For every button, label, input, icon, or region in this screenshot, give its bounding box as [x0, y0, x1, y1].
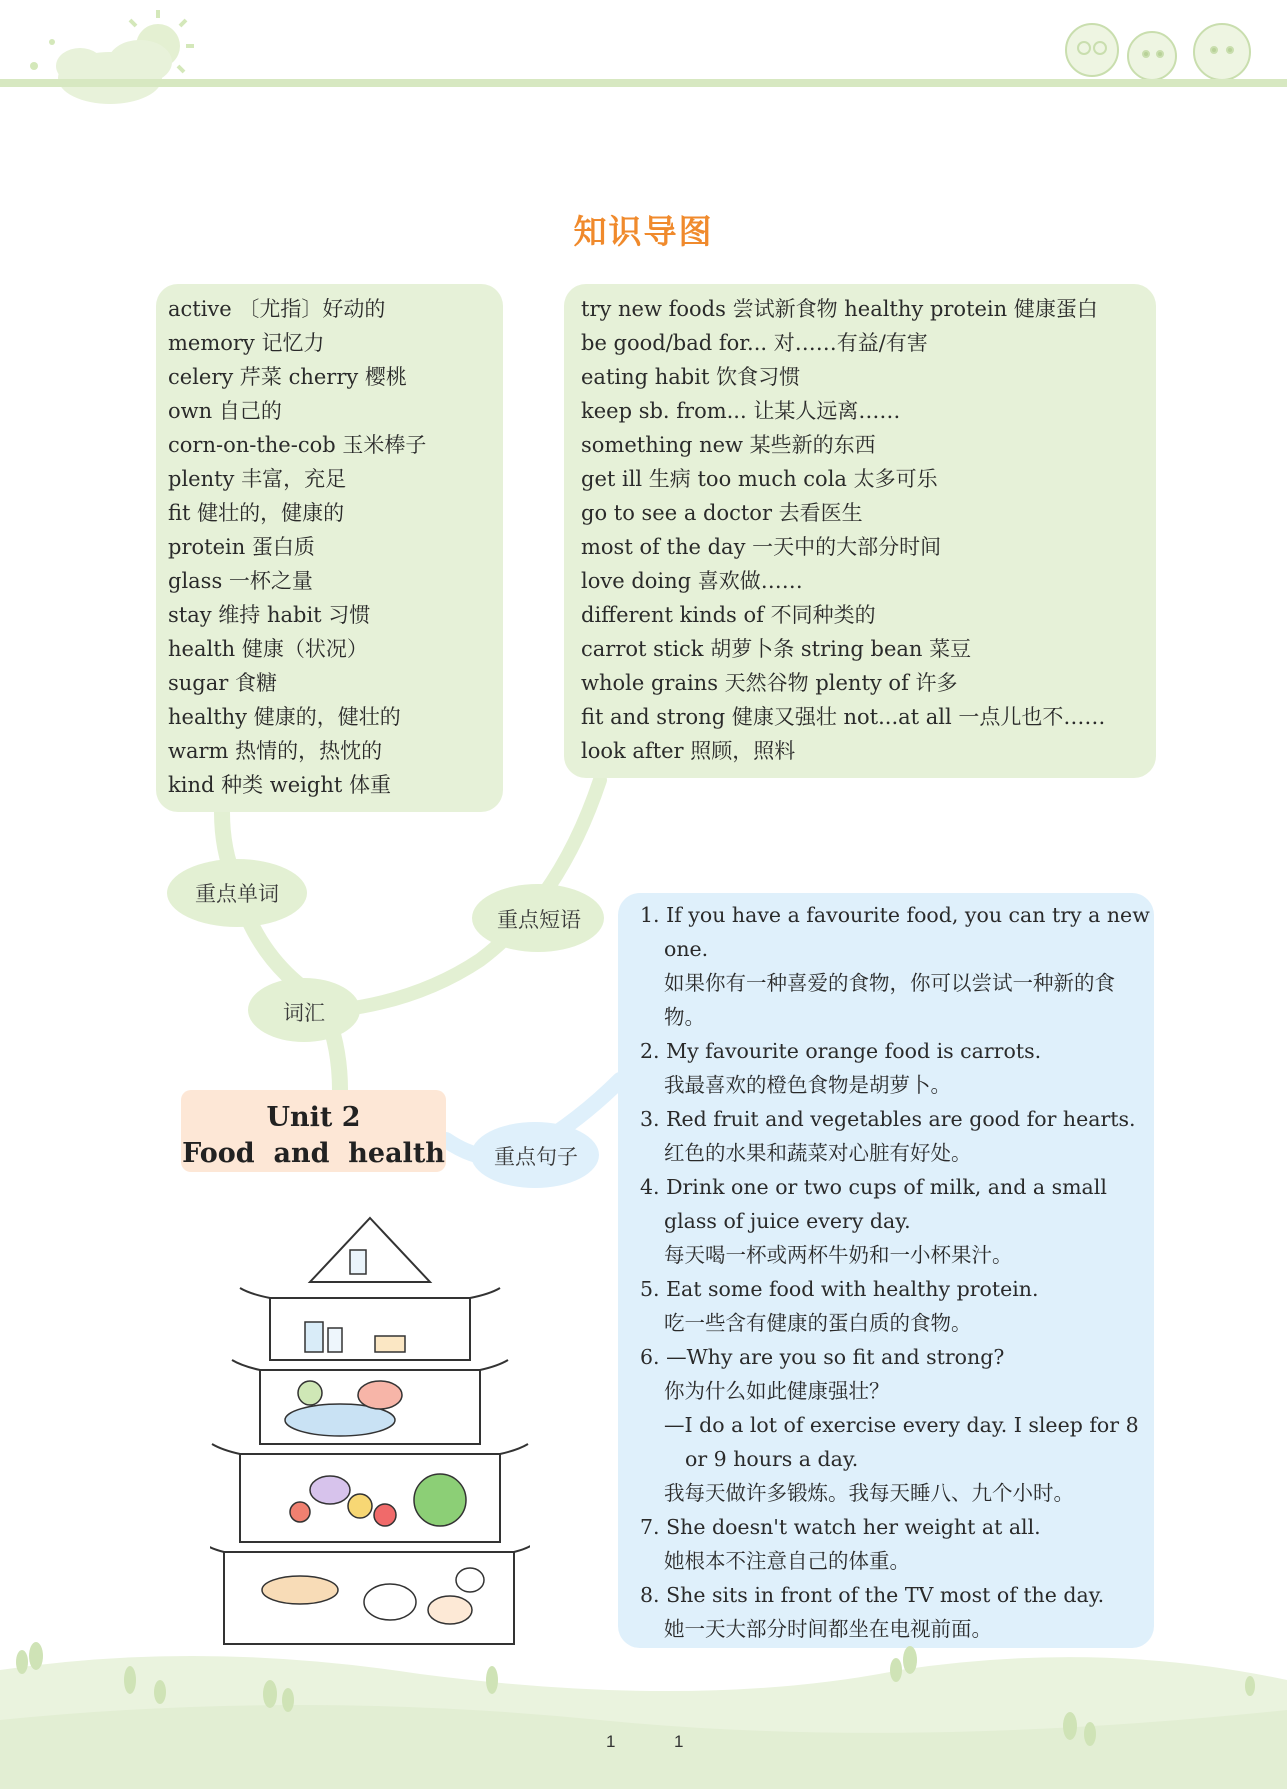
- cabbage-icon: [298, 1381, 322, 1405]
- vocabulary-item: kind 种类 weight 体重: [168, 773, 391, 797]
- pear-icon: [348, 1494, 372, 1518]
- phrase-item: keep sb. from... 让某人远离……: [581, 399, 901, 423]
- bubble-key-phrases: 重点短语: [497, 908, 581, 932]
- unit-title: Food and health: [182, 1138, 445, 1169]
- vocabulary-item: warm 热情的，热忱的: [168, 739, 383, 763]
- sentence-line: 每天喝一杯或两杯牛奶和一小杯果汁。: [664, 1243, 1013, 1267]
- phrase-item: fit and strong 健康又强壮 not...at all 一点儿也不……: [581, 705, 1106, 729]
- sentence-line: 4. Drink one or two cups of milk, and a small glass of juice every day.: [640, 1175, 1107, 1233]
- sentence-line: —I do a lot of exercise every day. I sleep for 8 or 9 hours a day.: [664, 1413, 1139, 1471]
- vocabulary-item: celery 芹菜 cherry 樱桃: [168, 365, 407, 389]
- vocabulary-item: memory 记忆力: [168, 331, 325, 355]
- sentence-line: 1. If you have a favourite food, you can try a new one.: [640, 903, 1150, 961]
- phrase-item: look after 照顾，照料: [581, 739, 796, 763]
- sentence-line: 她根本不注意自己的体重。: [664, 1549, 910, 1573]
- vocabulary-item: healthy 健康的，健壮的: [168, 705, 401, 729]
- phrase-item: eating habit 饮食习惯: [581, 365, 801, 389]
- vocabulary-item: sugar 食糖: [168, 671, 277, 695]
- vocabulary-item: fit 健壮的，健康的: [168, 501, 345, 525]
- phrase-item: something new 某些新的东西: [581, 433, 876, 457]
- unit-label: [181, 1090, 446, 1172]
- milk-carton-icon: [305, 1322, 323, 1352]
- vocabulary-item: own 自己的: [168, 399, 282, 423]
- vocabulary-item: protein 蛋白质: [168, 535, 315, 559]
- vocabulary-item: glass 一杯之量: [168, 569, 313, 593]
- vocabulary-item: plenty 丰富，充足: [168, 467, 347, 491]
- footer-landscape: [0, 1630, 1287, 1789]
- unit-number: Unit 2: [266, 1102, 361, 1133]
- eggplant-icon: [310, 1476, 350, 1504]
- bubble-key-words: 重点单词: [195, 882, 279, 906]
- tomato-icon: [290, 1502, 310, 1522]
- watermelon-icon: [414, 1474, 466, 1526]
- page-number: 1: [674, 1732, 684, 1751]
- vocabulary-item: stay 维持 habit 习惯: [168, 603, 371, 627]
- sentence-line: 吃一些含有健康的蛋白质的食物。: [664, 1311, 972, 1335]
- sentence-line: 2. My favourite orange food is carrots.: [640, 1039, 1042, 1063]
- phrase-item: go to see a doctor 去看医生: [581, 501, 863, 525]
- sentence-line: 7. She doesn't watch her weight at all.: [640, 1515, 1041, 1539]
- sentence-line: 红色的水果和蔬菜对心脏有好处。: [664, 1141, 972, 1165]
- sentence-line: 3. Red fruit and vegetables are good for hearts.: [640, 1107, 1136, 1131]
- bubble-vocabulary: 词汇: [283, 1001, 325, 1025]
- measuring-cup-icon: [350, 1250, 366, 1274]
- sentences-box: [618, 893, 1154, 1648]
- sentence-line: 如果你有一种喜爱的食物，你可以尝试一种新的食物。: [664, 971, 1115, 1029]
- sentence-line: 你为什么如此健康强壮？: [664, 1379, 890, 1403]
- rice-bowl-icon: [364, 1584, 416, 1620]
- phrase-item: be good/bad for... 对……有益/有害: [581, 331, 928, 355]
- apple-icon: [374, 1504, 396, 1526]
- phrase-item: most of the day 一天中的大部分时间: [581, 535, 942, 559]
- food-pyramid-illustration: [210, 1210, 530, 1650]
- sentence-line: 她一天大部分时间都坐在电视前面。: [664, 1617, 992, 1641]
- vocabulary-item: health 健康（状况）: [168, 637, 368, 661]
- phrase-item: whole grains 天然谷物 plenty of 许多: [581, 671, 958, 695]
- page-number: 1: [606, 1732, 616, 1751]
- sentence-line: 我最喜欢的橙色食物是胡萝卜。: [664, 1073, 951, 1097]
- phrase-item: try new foods 尝试新食物 healthy protein 健康蛋白: [581, 297, 1098, 321]
- phrase-item: different kinds of 不同种类的: [581, 603, 876, 627]
- sentence-line: 我每天做许多锻炼。我每天睡八、九个小时。: [664, 1481, 1074, 1505]
- steamed-bun-icon: [456, 1568, 484, 1592]
- bubble-key-sentences: 重点句子: [494, 1145, 578, 1169]
- phrase-item: love doing 喜欢做……: [581, 569, 803, 593]
- vocabulary-item: corn-on-the-cob 玉米棒子: [168, 433, 427, 457]
- bread-icon: [262, 1576, 338, 1604]
- meat-icon: [358, 1381, 402, 1409]
- page-title: 知识导图: [573, 212, 714, 251]
- vocabulary-box: [156, 284, 503, 812]
- vocabulary-item: active 〔尤指〕好动的: [168, 297, 386, 321]
- cheese-icon: [375, 1336, 405, 1352]
- noodle-bowl-icon: [428, 1596, 472, 1624]
- sentence-line: 5. Eat some food with healthy protein.: [640, 1277, 1039, 1301]
- phrases-box: [564, 284, 1156, 778]
- phrase-item: get ill 生病 too much cola 太多可乐: [581, 467, 938, 491]
- sentence-line: 8. She sits in front of the TV most of the day.: [640, 1583, 1105, 1607]
- phrase-item: carrot stick 胡萝卜条 string bean 菜豆: [581, 637, 972, 661]
- sentence-line: 6. —Why are you so fit and strong?: [640, 1345, 1005, 1369]
